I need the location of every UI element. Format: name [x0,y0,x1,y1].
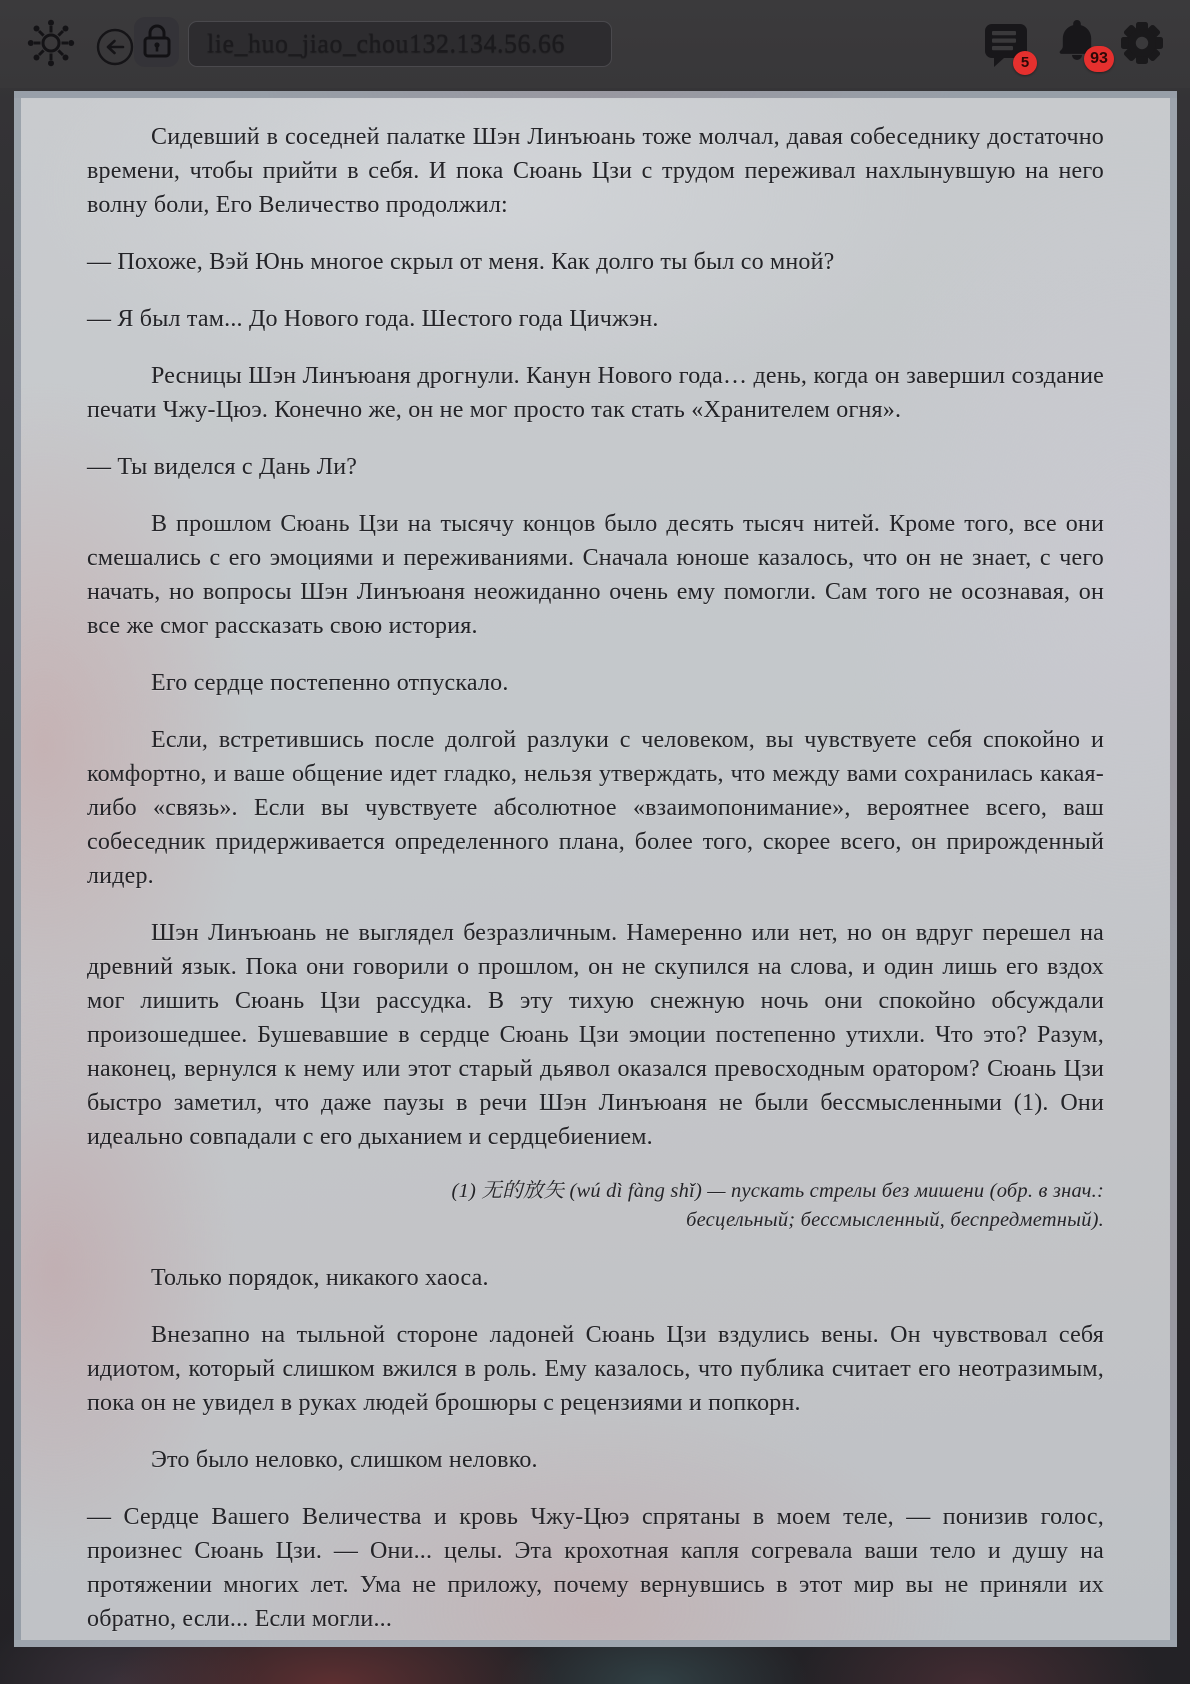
reader-page [14,91,1177,1647]
settings-button[interactable] [1117,18,1167,70]
paragraph: — Я был там... До Нового года. Шестого года Цичжэн. [87,306,659,332]
paragraph: — Сердце Вашего Величества и кровь Чжу-Цюэ спрятаны в моем теле, — понизив голос, произнес Сюань Цзи. — Они... целы. Эта крохотная капля согревала ваши тело и душу на протяжении многих лет. Ума не приложу, почему вернувшись в этот мир вы не приняли их обратно, если... Если могли... [87,1504,1104,1632]
top-bar [0,0,1190,88]
notifications-button[interactable] [1052,16,1108,68]
bell-icon [1052,15,1108,70]
paragraph: Внезапно на тыльной стороне ладоней Сюань Цзи вздулись вены. Он чувствовал себя идиотом, который слишком вжился в роль. Ему казалось, что публика считает его неотразимым, пока он не увидел в руках людей брошюры с рецензиями и попкорн. [87,1322,1104,1416]
back-button[interactable] [90,22,140,74]
site-security-button[interactable] [134,17,179,67]
molecule-icon [26,18,76,71]
paragraph: Ресницы Шэн Линъюаня дрогнули. Канун Нового года… день, когда он завершил создание печати Чжу-Цюэ. Конечно же, он не мог просто так стать «Хранителем огня». [87,363,1104,423]
paragraph: — Похоже, Вэй Юнь многое скрыл от меня. Как долго ты был со мной? [87,249,835,275]
gear-icon [1118,19,1166,70]
paragraph: Если, встретившись после долгой разлуки с человеком, вы чувствуете себя спокойно и комфортно, и ваше общение идет гладко, нельзя утверждать, что между вами сохранилась какая-либо «связь». Если вы чувствуете абсолютное «взаимопонимание», вероятнее всего, ваш собеседник придерживается определенного плана, более того, скорее всего, он прирожденный лидер. [87,727,1104,889]
notifications-badge: 93 [1084,46,1114,72]
messages-badge: 5 [1013,51,1037,75]
back-arrow-icon [94,26,136,71]
messages-button[interactable] [981,18,1031,70]
footnote: (1) 无的放矢 (wú dì fàng shǐ) — пускать стрелы без мишени (обр. в знач.: бесцельный; бессмысленный, беспредметный). [451,1180,1104,1231]
lock-icon [135,18,179,67]
paragraph: — Ты виделся с Дань Ли? [87,454,358,480]
paragraph: В прошлом Сюань Цзи на тысячу концов было десять тысяч нитей. Кроме того, все они смешались с его эмоциями и переживаниями. Сначала юноше казалось, что он не знает, с чего начать, но вопросы Шэн Линъюаня неожиданно очень ему помогли. Сам того не осознавая, он все же смог рассказать свою история. [87,511,1104,639]
paragraph: Только порядок, никакого хаоса. [151,1265,489,1291]
chapter-text [21,98,1170,1636]
paragraph: Его сердце постепенно отпускало. [151,670,509,696]
paragraph: Сидевший в соседней палатке Шэн Линъюань тоже молчал, давая собеседнику достаточно времени, чтобы прийти в себя. И пока Сюань Цзи с трудом переживал нахлынувшую на него волну боли, Его Величество продолжил: [87,124,1104,218]
address-bar[interactable] [188,21,612,67]
paragraph: Шэн Линъюань не выглядел безразличным. Намеренно или нет, но он вдруг перешел на древний язык. Пока они говорили о прошлом, он не скупился на слова, и один лишь его вздох мог лишить Сюань Цзи рассудка. В эту тихую снежную ночь они спокойно обсуждали произошедшее. Бушевавшие в сердце Сюань Цзи эмоции постепенно утихли. Что это? Разум, наконец, вернулся к нему или этот старый дьявол оказался превосходным оратором? Сюань Цзи быстро заметил, что даже паузы в речи Шэн Линъюаня не были бессмысленными (1). Они идеально совпадали с его дыханием и сердцебиением. [87,920,1104,1150]
paragraph: Это было неловко, слишком неловко. [151,1447,538,1473]
app-menu-button[interactable] [26,18,76,70]
address-url: lie_huo_jiao_chou132.134.56.66 [207,29,566,58]
chat-lines-icon [982,18,1030,71]
